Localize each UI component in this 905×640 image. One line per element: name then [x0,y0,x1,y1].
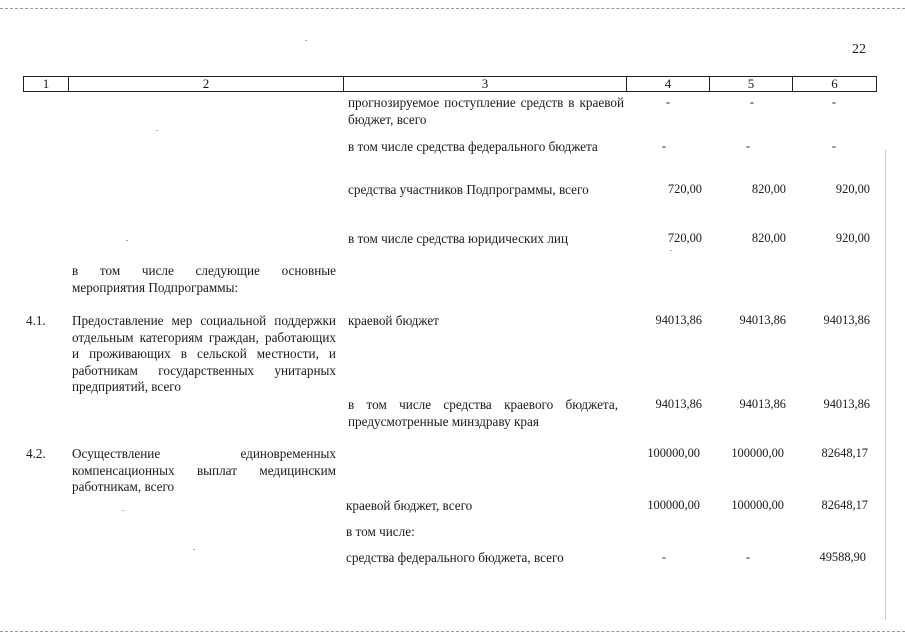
page-number: 22 [852,42,866,57]
funding-source: прогнозируемое поступление средств в краевой бюджет, всего [348,95,624,127]
value-col-4: 94013,86 [655,313,702,327]
scan-artifact-top [0,8,905,9]
value-col-6: 94013,86 [823,397,870,411]
item-code: 4.2. [26,446,46,461]
value-col-5: - [745,139,750,153]
value-col-6: 82648,17 [821,498,868,512]
header-col-2: 2 [202,76,210,91]
activity-description: Предоставление мер социальной поддержки отдельным категориям граждан, работающих и проживающих в сельской местности, и работникам государственных унитарных предприятий, всего [72,313,336,394]
value-col-6: - [831,139,836,153]
scan-speck [305,40,307,41]
funding-source: в том числе: [346,524,415,539]
scan-speck [670,250,672,251]
value-col-5: 100000,00 [731,498,784,512]
value-col-5: - [749,95,754,109]
value-col-4: 720,00 [667,182,702,196]
scan-speck [126,240,128,241]
activity-description: Осуществление единовременных компенсационных выплат медицинским работникам, всего [72,446,336,494]
funding-source: в том числе средства юридических лиц [348,231,569,246]
value-col-6: 94013,86 [823,313,870,327]
activity-description: в том числе следующие основные мероприятия Подпрограммы: [72,263,336,295]
scan-speck [193,549,195,550]
funding-source: средства участников Подпрограммы, всего [348,182,589,197]
value-col-6: 82648,17 [821,446,868,460]
header-col-1: 1 [42,76,50,91]
value-col-4: - [661,550,666,564]
value-col-5: 100000,00 [731,446,784,460]
value-col-6: 49588,90 [819,550,866,564]
value-col-5: 820,00 [751,231,786,245]
value-col-5: - [745,550,750,564]
header-col-6: 6 [831,76,838,91]
value-col-4: - [665,95,670,109]
scan-speck [122,510,124,511]
value-col-4: 100000,00 [647,446,700,460]
value-col-6: 920,00 [835,231,870,245]
value-col-4: 94013,86 [655,397,702,411]
funding-source: в том числе средства краевого бюджета, предусмотренные минздраву края [348,397,618,429]
scan-artifact-edge [885,150,886,620]
funding-source: средства федерального бюджета, всего [346,550,564,565]
scan-speck [156,130,158,131]
value-col-6: 920,00 [835,182,870,196]
scan-artifact-bottom [0,631,905,632]
value-col-6: - [831,95,836,109]
header-col-5: 5 [747,76,755,91]
header-col-4: 4 [664,76,672,91]
item-code: 4.1. [26,313,46,328]
value-col-5: 94013,86 [739,313,786,327]
table-header [23,76,877,92]
value-col-4: 100000,00 [647,498,700,512]
header-col-3: 3 [481,76,489,91]
value-col-5: 94013,86 [739,397,786,411]
value-col-5: 820,00 [751,182,786,196]
value-col-4: - [661,139,666,153]
funding-source: в том числе средства федерального бюджета [348,139,598,154]
funding-source: краевой бюджет, всего [346,498,473,513]
funding-source: краевой бюджет [348,313,439,328]
value-col-4: 720,00 [667,231,702,245]
